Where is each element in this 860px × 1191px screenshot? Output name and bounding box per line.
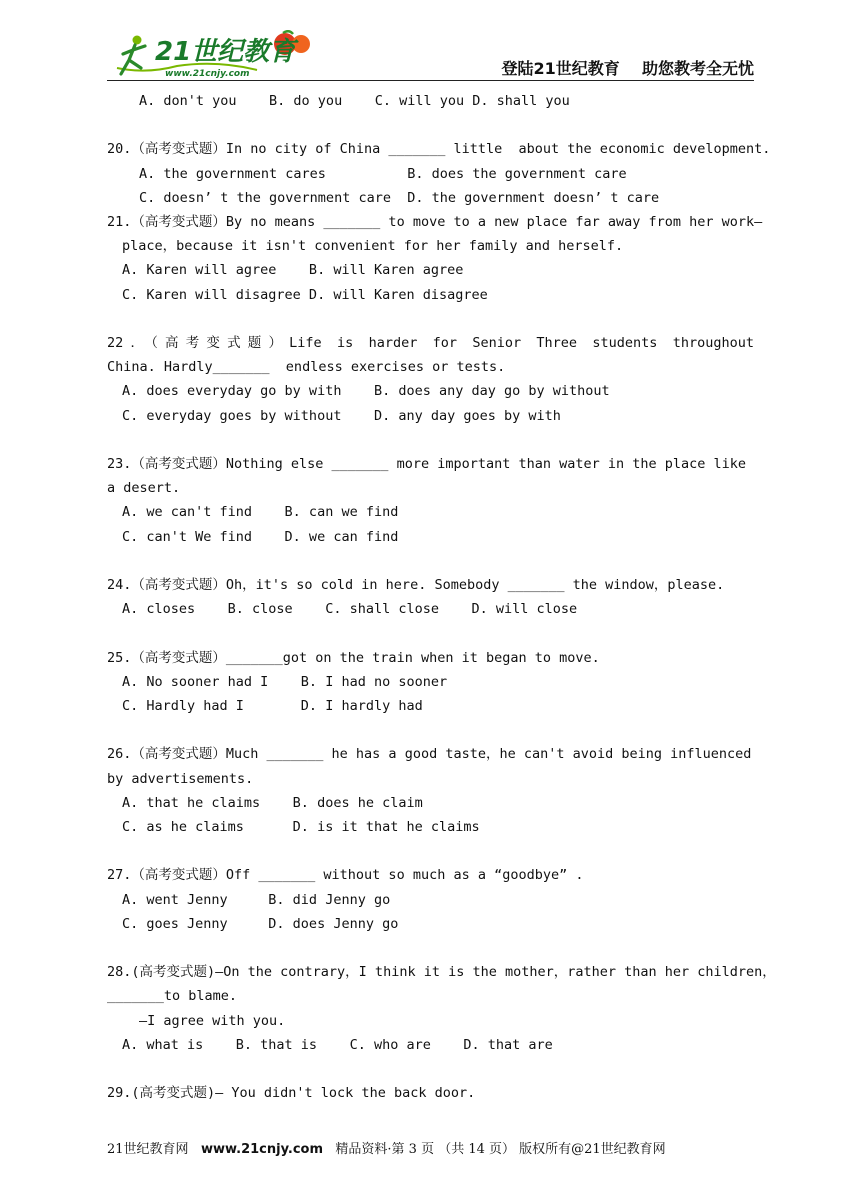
question-stem: 20.（高考变式题）In no city of China _______ little about the economic development. xyxy=(107,141,771,158)
question-options: A. don't you B. do you C. will you D. shall you xyxy=(139,93,570,109)
question-24 xyxy=(107,573,754,621)
question-stem: 25.（高考变式题）_______got on the train when it began to move. xyxy=(107,649,600,666)
question-stem: 28.(高考变式题)—On the contrary，I think it is the mother，rather than her children， xyxy=(107,964,776,981)
question-options: C. goes Jenny D. does Jenny go xyxy=(122,915,399,932)
logo xyxy=(107,30,327,80)
question-stem-continued: a desert. xyxy=(107,480,181,497)
question-options: A. that he claims B. does he claim xyxy=(122,794,423,811)
question-options: C. doesn’ t the government care D. the government doesn’ t care xyxy=(139,189,660,206)
question-stem: 22．（高考变式题）Life is harder for Senior Three students throughout xyxy=(107,335,754,351)
header-slogan: 登陆21世纪教育 助您教考全无忧 xyxy=(501,59,754,78)
question-stem-continued: by advertisements. xyxy=(107,770,254,787)
question-options: A. No sooner had I B. I had no sooner xyxy=(122,673,448,690)
question-options: C. as he claims D. is it that he claims xyxy=(122,819,480,835)
footer-right: 精品资料·第 3 页 （共 14 页） 版权所有@21世纪教育网 xyxy=(323,1142,666,1157)
question-options: A. we can't find B. can we find xyxy=(122,504,399,521)
question-stem: 29.(高考变式题)— You didn't lock the back door. xyxy=(107,1085,476,1102)
question-options: A. closes B. close C. shall close D. will close xyxy=(122,601,578,618)
footer-site-link[interactable]: www.21cnjy.com xyxy=(200,1142,323,1157)
question-26 xyxy=(107,742,754,839)
question-stem-continued: China. Hardly_______ endless exercises or tests. xyxy=(107,359,506,376)
question-20 xyxy=(107,137,771,210)
question-stem: 26.（高考变式题）Much _______ he has a good taste，he can't avoid being influenced xyxy=(107,746,752,763)
svg-text:21世纪教育: 21世纪教育 xyxy=(155,37,296,67)
question-options: C. can't We find D. we can find xyxy=(122,528,399,545)
header-rule xyxy=(107,80,754,81)
page-footer xyxy=(107,1138,754,1157)
question-list xyxy=(107,89,776,1105)
footer-left: 21世纪教育网 xyxy=(107,1142,201,1157)
question-28 xyxy=(107,960,776,1057)
dialogue-reply: —I agree with you. xyxy=(139,1012,286,1029)
question-options: A. what is B. that is C. who are D. that are xyxy=(122,1036,553,1053)
question-23 xyxy=(107,452,754,549)
question-29 xyxy=(107,1081,754,1105)
page-header xyxy=(107,30,754,82)
question-22 xyxy=(107,331,754,428)
question-stem-continued: _______to blame. xyxy=(107,988,238,1005)
question-options: A. Karen will agree B. will Karen agree xyxy=(122,262,464,279)
question-options: A. the government cares B. does the government care xyxy=(139,165,627,182)
question-options: A. does everyday go by with B. does any day go by without xyxy=(122,383,610,400)
svg-text:www.21cnjy.com: www.21cnjy.com xyxy=(165,69,250,79)
question-options: A. went Jenny B. did Jenny go xyxy=(122,891,391,908)
question-options: C. everyday goes by without D. any day goes by with xyxy=(122,407,561,424)
question-21 xyxy=(107,210,763,307)
question-options: C. Hardly had I D. I hardly had xyxy=(122,698,423,714)
question-stem-continued: place，because it isn't convenient for her family and herself. xyxy=(122,238,624,255)
question-stem: 24.（高考变式题）Oh，it's so cold in here. Somebody _______ the window，please. xyxy=(107,577,725,593)
question-27 xyxy=(107,863,754,936)
question-19-continued xyxy=(107,89,754,113)
question-stem: 23.（高考变式题）Nothing else _______ more important than water in the place like xyxy=(107,456,747,472)
question-25 xyxy=(107,646,754,719)
question-stem: 27.（高考变式题）Off _______ without so much as a “goodbye” . xyxy=(107,867,584,884)
question-options: C. Karen will disagree D. will Karen disagree xyxy=(122,286,488,303)
question-stem: 21.（高考变式题）By no means _______ to move to a new place far away from her work— xyxy=(107,214,763,230)
